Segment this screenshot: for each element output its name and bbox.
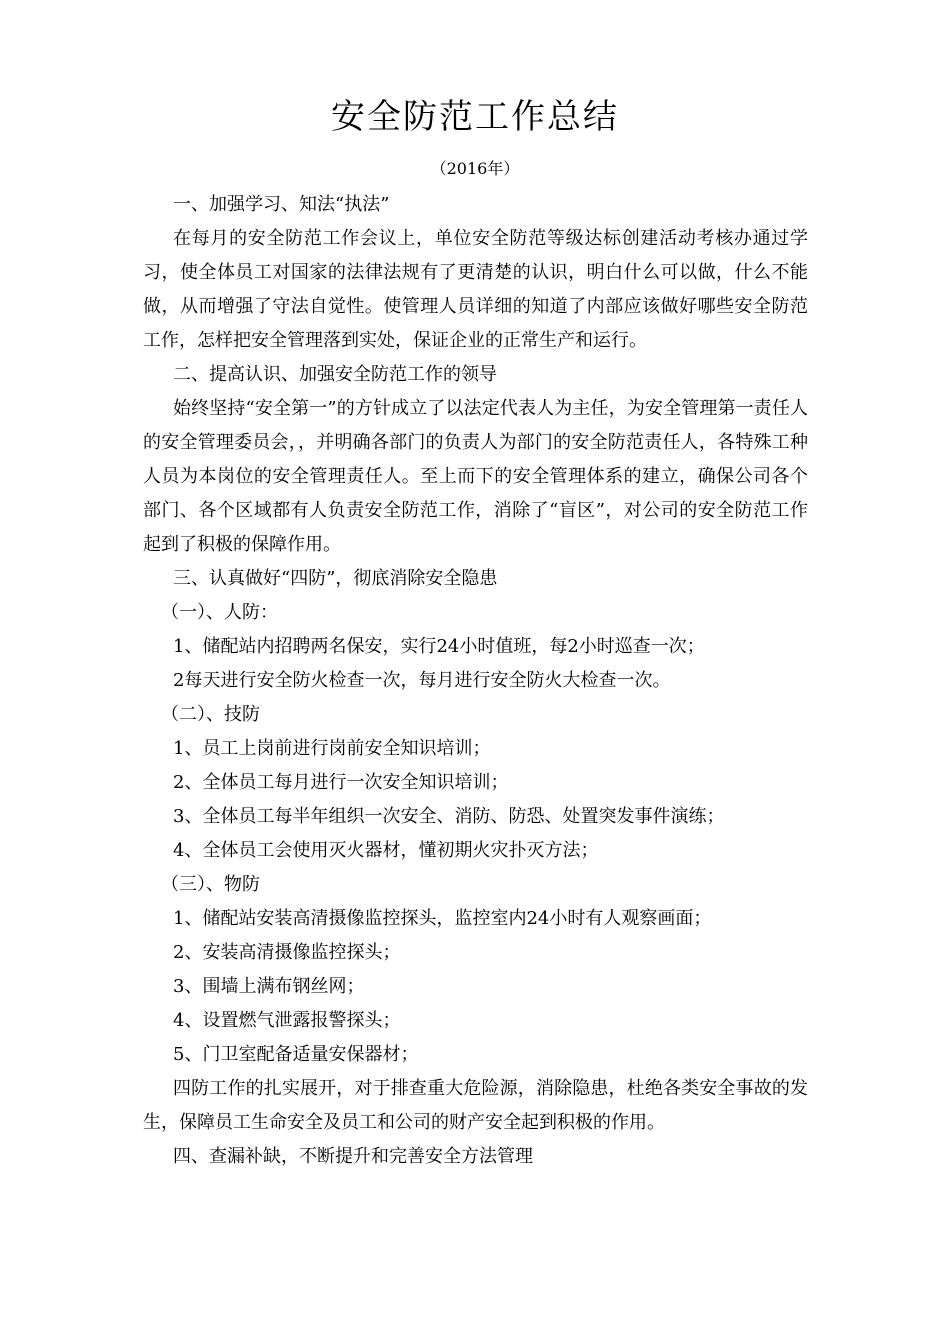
list-item: 4、设置燃气泄露报警探头；: [173, 1010, 401, 1031]
list-item: 1、储配站内招聘两名保安，实行24小时值班，每2小时巡查一次；: [173, 636, 705, 657]
list-item: 2、全体员工每月进行一次安全知识培训；: [173, 772, 509, 793]
section-heading-2: 二、提高认识、加强安全防范工作的领导: [173, 364, 497, 385]
list-item: 3、全体员工每半年组织一次安全、消防、防恐、处置突发事件演练；: [173, 806, 725, 827]
section-heading-4: 四、查漏补缺，不断提升和完善安全方法管理: [173, 1146, 533, 1167]
list-item: 1、员工上岗前进行岗前安全知识培训；: [173, 738, 491, 759]
list-item: 4、全体员工会使用灭火器材，懂初期火灾扑灭方法；: [173, 840, 599, 861]
section-heading-3: 三、认真做好“四防”，彻底消除安全隐患: [173, 568, 498, 589]
document-year: （2016年）: [430, 159, 520, 178]
document-body: [143, 188, 808, 1174]
subsection-heading-physical: （三）、物防: [161, 874, 260, 895]
subsection-heading-personnel: （一）、人防：: [161, 602, 278, 623]
list-item: 5、门卫室配备适量安保器材；: [173, 1044, 419, 1065]
list-item: 2、安装高清摄像监控探头；: [173, 942, 401, 963]
list-item: 3、围墙上满布钢丝网；: [173, 976, 365, 997]
list-item: 1、储配站安装高清摄像监控探头，监控室内24小时有人观察画面；: [173, 908, 712, 929]
paragraph-1: 在每月的安全防范工作会议上，单位安全防范等级达标创建活动考核办通过学习，使全体员工对国家的法律法规有了更清楚的认识，明白什么可以做，什么不能做，从而增强了守法自觉性。使管理人员详细的知道了内部应该做好哪些安全防范工作，怎样把安全管理落到实处，保证企业的正常生产和运行。: [143, 228, 808, 351]
section-heading-1: 一、加强学习、知法“执法”: [173, 194, 390, 215]
paragraph-3: 四防工作的扎实展开，对于排查重大危险源，消除隐患，杜绝各类安全事故的发生，保障员工生命安全及员工和公司的财产安全起到积极的作用。: [143, 1078, 808, 1133]
list-item: 2每天进行安全防火检查一次，每月进行安全防火大检查一次。: [173, 670, 671, 691]
paragraph-2: 始终坚持“安全第一”的方针成立了以法定代表人为主任，为安全管理第一责任人的安全管理委员会，，并明确各部门的负责人为部门的安全防范责任人，各特殊工种人员为本岗位的安全管理责任人。至上而下的安全管理体系的建立，确保公司各个部门、各个区域都有人负责安全防范工作，消除了“盲区”，对公司的安全防范工作起到了积极的保障作用。: [143, 398, 808, 555]
document-title: 安全防范工作总结: [331, 97, 619, 137]
subsection-heading-technical: （二）、技防: [161, 704, 260, 725]
